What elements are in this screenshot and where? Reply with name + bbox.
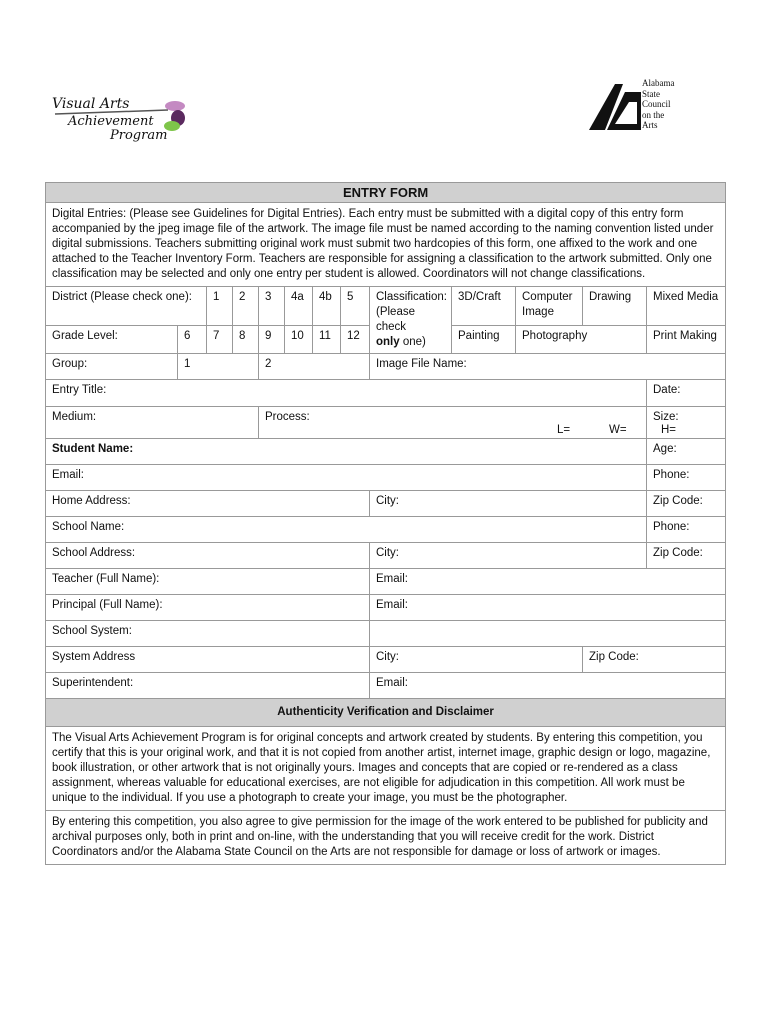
logo-right-line: Alabama bbox=[642, 78, 675, 88]
school-system-field[interactable]: School System: bbox=[46, 621, 370, 647]
disclaimer-paragraph-2: By entering this competition, you also agree to give permission for the image of the work entered to be published for publicity and archival purposes only, both in print and on-line, with the understanding that you will receive credit for the work. District Coordinators and/or the Alabama State Council on the Arts are not responsible for damage or loss of artwork or images. bbox=[46, 811, 726, 865]
disclaimer-title: Authenticity Verification and Disclaimer bbox=[46, 699, 726, 727]
age-field[interactable]: Age: bbox=[647, 439, 726, 465]
school-phone-field[interactable]: Phone: bbox=[647, 517, 726, 543]
superintendent-field[interactable]: Superintendent: bbox=[46, 673, 370, 699]
class-option-painting[interactable]: Painting bbox=[452, 326, 516, 354]
size-width[interactable]: W= bbox=[609, 424, 627, 436]
classification-label bbox=[370, 287, 452, 354]
group-option-2[interactable]: 2 bbox=[259, 354, 370, 380]
home-city-field[interactable]: City: bbox=[370, 491, 647, 517]
size-height[interactable]: H= bbox=[661, 424, 677, 436]
grade-option-11[interactable]: 11 bbox=[313, 326, 341, 354]
size-length[interactable]: L= bbox=[557, 424, 571, 436]
grade-label: Grade Level: bbox=[46, 326, 178, 354]
school-system-extra[interactable] bbox=[370, 621, 726, 647]
school-name-field[interactable]: School Name: bbox=[46, 517, 647, 543]
grade-option-10[interactable]: 10 bbox=[285, 326, 313, 354]
logo-text-line2: Achievement bbox=[68, 114, 154, 129]
entry-title-field[interactable]: Entry Title: bbox=[46, 380, 647, 407]
class-option-drawing[interactable]: Drawing bbox=[583, 287, 647, 326]
class-option-mixed-media[interactable]: Mixed Media bbox=[647, 287, 726, 326]
grade-option-8[interactable]: 8 bbox=[233, 326, 259, 354]
class-option-3d-craft[interactable]: 3D/Craft bbox=[452, 287, 516, 326]
entry-form-table bbox=[45, 182, 726, 865]
form-title: ENTRY FORM bbox=[46, 183, 726, 203]
grade-option-7[interactable]: 7 bbox=[207, 326, 233, 354]
image-file-name-field[interactable]: Image File Name: bbox=[370, 354, 726, 380]
logo-right-line: Arts bbox=[642, 120, 658, 130]
classification-label-3-bold: only bbox=[376, 336, 400, 348]
logo-right-line: State bbox=[642, 88, 660, 99]
email-field[interactable]: Email: bbox=[46, 465, 647, 491]
principal-email-field[interactable]: Email: bbox=[370, 595, 726, 621]
teacher-name-field[interactable]: Teacher (Full Name): bbox=[46, 569, 370, 595]
district-option-1[interactable]: 1 bbox=[207, 287, 233, 326]
group-option-1[interactable]: 1 bbox=[178, 354, 259, 380]
district-option-3[interactable]: 3 bbox=[259, 287, 285, 326]
superintendent-email-field[interactable]: Email: bbox=[370, 673, 726, 699]
logo-text-line1: Visual Arts bbox=[52, 96, 130, 112]
form-intro: Digital Entries: (Please see Guidelines for Digital Entries). Each entry must be submitted with a digital copy of this entry form accompanied by the jpeg image file of the artwork. The image file must be named according to the naming convention listed under digital submissions. Teachers submitting original work must submit two hardcopies of this form, one affixed to the work and one attached to the Teacher Inventory Form. Teachers are responsible for assigning a classification to the artwork submitted. Only one classification may be selected and only one entry per student is allowed. Coordinators will not change classifications. bbox=[46, 203, 726, 287]
system-city-field[interactable]: City: bbox=[370, 647, 583, 673]
classification-label-1: Classification: bbox=[376, 291, 447, 303]
classification-label-2: (Please check bbox=[376, 306, 415, 333]
home-address-field[interactable]: Home Address: bbox=[46, 491, 370, 517]
school-city-field[interactable]: City: bbox=[370, 543, 647, 569]
district-option-4a[interactable]: 4a bbox=[285, 287, 313, 326]
logo-right-line: on the bbox=[642, 109, 665, 120]
classification-label-3: one) bbox=[399, 336, 426, 348]
grade-option-9[interactable]: 9 bbox=[259, 326, 285, 354]
logo-right-line: Council bbox=[642, 99, 671, 109]
phone-field[interactable]: Phone: bbox=[647, 465, 726, 491]
district-option-5[interactable]: 5 bbox=[341, 287, 370, 326]
grade-option-12[interactable]: 12 bbox=[341, 326, 370, 354]
home-zip-field[interactable]: Zip Code: bbox=[647, 491, 726, 517]
principal-name-field[interactable]: Principal (Full Name): bbox=[46, 595, 370, 621]
class-option-photography[interactable]: Photography bbox=[516, 326, 647, 354]
visual-arts-logo bbox=[50, 96, 190, 146]
medium-field[interactable]: Medium: bbox=[46, 407, 259, 439]
size-dimensions bbox=[557, 424, 717, 436]
alabama-council-logo bbox=[585, 78, 695, 134]
district-option-4b[interactable]: 4b bbox=[313, 287, 341, 326]
system-address-field[interactable]: System Address bbox=[46, 647, 370, 673]
school-address-field[interactable]: School Address: bbox=[46, 543, 370, 569]
disclaimer-paragraph-1: The Visual Arts Achievement Program is for original concepts and artwork created by students. By entering this competition, you certify that this is your original work, and that it is not copied from another artist, internet image, graphic design or logo, magazine, book illustration, or other artwork that is not originally yours. Images and concepts that are copied or re-rendered as a class assignment, whereas valuable for educational exercises, are not eligible for adjudication in this competition. All work must be unique to the individual. If you use a photograph to create your image, you must be the photographer. bbox=[46, 727, 726, 811]
district-option-2[interactable]: 2 bbox=[233, 287, 259, 326]
class-option-computer-image[interactable]: Computer Image bbox=[516, 287, 583, 326]
district-label: District (Please check one): bbox=[46, 287, 207, 326]
student-name-field[interactable]: Student Name: bbox=[46, 439, 647, 465]
date-field[interactable]: Date: bbox=[647, 380, 726, 407]
class-option-print-making[interactable]: Print Making bbox=[647, 326, 726, 354]
school-zip-field[interactable]: Zip Code: bbox=[647, 543, 726, 569]
grade-option-6[interactable]: 6 bbox=[178, 326, 207, 354]
alabama-map-icon bbox=[585, 80, 643, 134]
system-zip-field[interactable]: Zip Code: bbox=[583, 647, 726, 673]
teacher-email-field[interactable]: Email: bbox=[370, 569, 726, 595]
logo-text-line3: Program bbox=[110, 128, 168, 143]
size-label: Size: bbox=[653, 411, 679, 423]
group-label: Group: bbox=[46, 354, 178, 380]
process-field[interactable]: Process: bbox=[259, 407, 647, 439]
